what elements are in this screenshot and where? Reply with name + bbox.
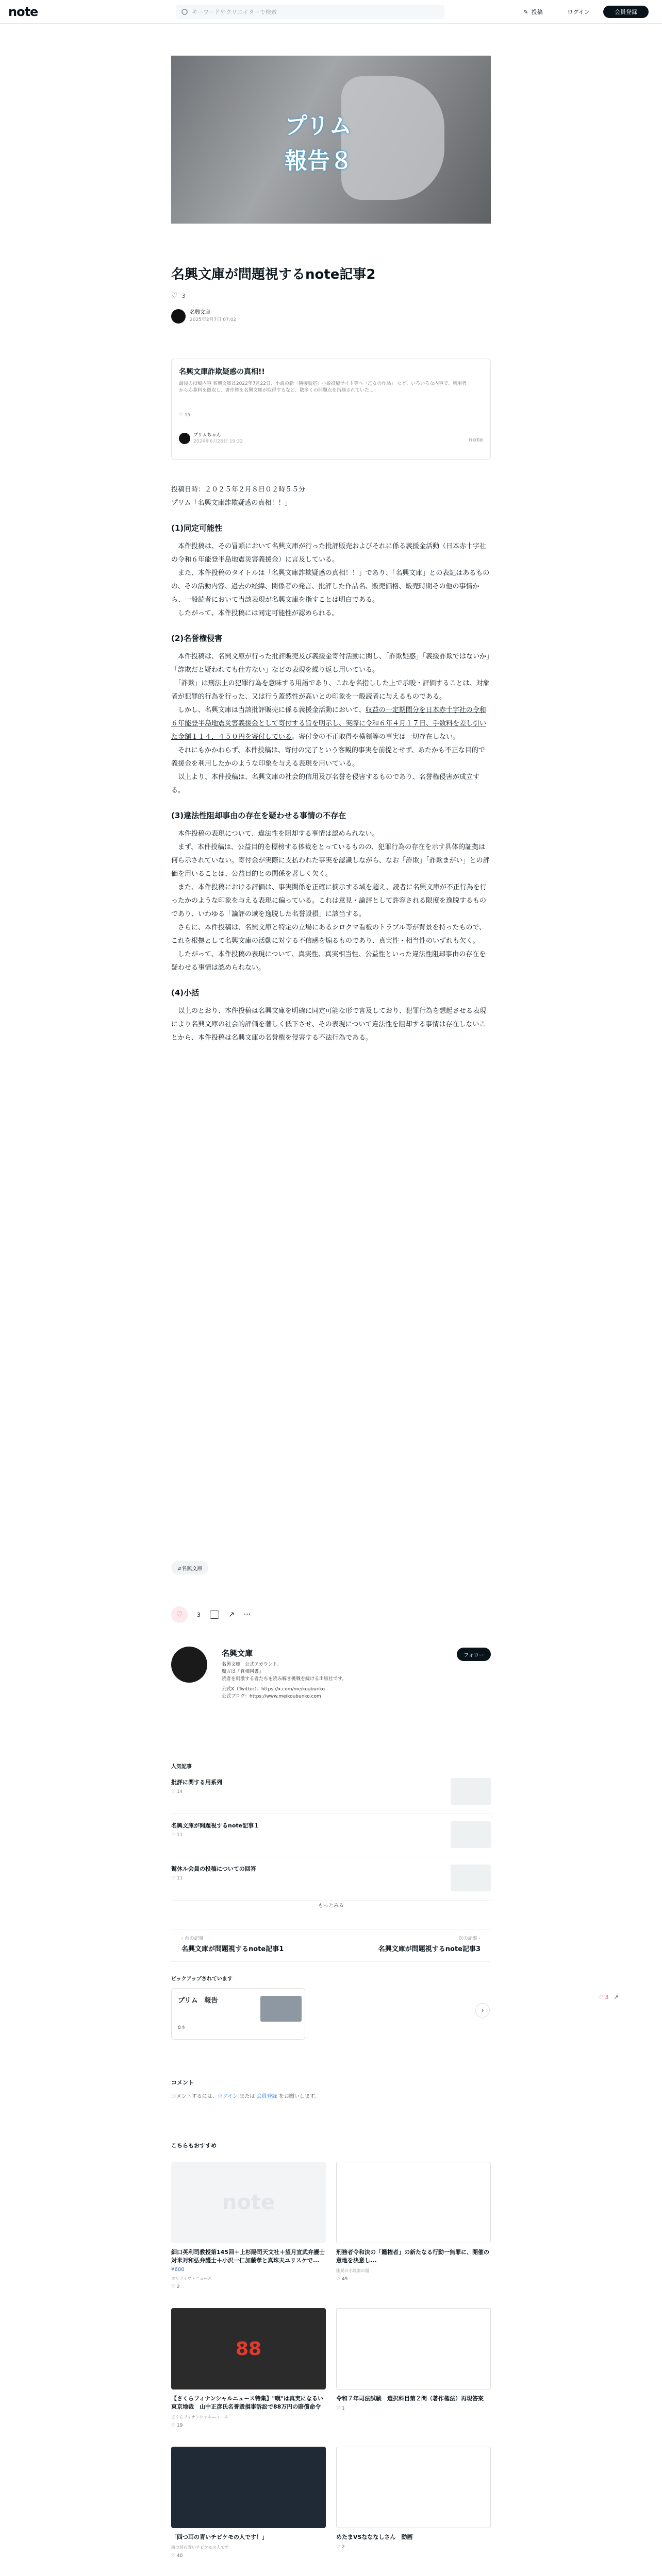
post-button[interactable]: ✎ 投稿	[523, 8, 543, 15]
thumbnail	[451, 1821, 491, 1848]
recommend-card[interactable]: 88 【さくらフィナンシャルニュース特集】"嘆"は真実になるい 東京地裁 山中正彦氏名誉毀損事訴訟で88万円の賠償命令 さくらフィナンシャルニュース ♡ 19	[171, 2308, 326, 2428]
embed-author-name: プリムちゃん	[193, 433, 221, 438]
paragraph: 本件投稿は、名興文庫が行った批評販売及び義援金寄付活動に関し、「詐欺疑惑」「義援詐欺ではないか」「詐欺だと疑われても仕方ない」などの表現を繰り返し用いている。	[171, 653, 490, 674]
card-image	[336, 2447, 491, 2528]
magazine-thumbnail	[260, 1996, 302, 2022]
popular-articles	[171, 1762, 491, 1901]
paragraph: しかし、名興文庫は当該批評販売に係る義援金活動において、収益の一定期間分を日本赤十字社の令和６年能登半島地震災害義援金として寄付する旨を明示し、実際に令和６年４月１７日、手数料を差し引いた金額１１４，４５０円を寄付している。寄付金の不正取得や横領等の事実は一切存在しない。	[171, 706, 487, 741]
section-heading: (2)名誉権侵害	[171, 634, 223, 643]
creator-profile	[171, 1647, 491, 1719]
pencil-icon: ✎	[523, 8, 528, 15]
hashtag-chip[interactable]: #名興文庫	[171, 1561, 208, 1574]
chevron-right-icon[interactable]: ›	[475, 2003, 490, 2018]
note-logo[interactable]: note	[8, 5, 38, 19]
section-heading: (4)小括	[171, 988, 200, 997]
embedded-note-card[interactable]	[171, 359, 491, 460]
embed-likes: ♡ 15	[179, 413, 191, 418]
section-heading: (1)同定可能性	[171, 523, 223, 533]
thumbnail	[451, 1778, 491, 1805]
card-image	[171, 2447, 326, 2528]
search-placeholder: キーワードやクリエイターで検索	[192, 9, 277, 15]
author-name[interactable]: 名興文庫	[190, 310, 210, 315]
paragraph: まず、本件投稿は、公益目的を標榜する体裁をとっているものの、犯罪行為の存在を示す具体的証拠は何ら示されていない。寄付金が実際に支払われた事実を認識しながら、なお「詐欺」「詐欺まがい」との評価を用いることは、公益目的との関係を著しく欠く。	[171, 843, 490, 878]
comment-login-prompt: コメントするには、ログイン または 会員登録 をお願いします。	[171, 2094, 320, 2099]
more-icon[interactable]: ···	[243, 1611, 251, 1619]
share-icon: ↗	[614, 1994, 619, 2001]
list-item[interactable]: 鷲休ル会員の投稿についての回答 ♡ 11	[171, 1865, 491, 1901]
recommend-card[interactable]: 令和７年司法試験 選択科目第２問（著作権法）再現答案 ♡ 1	[336, 2308, 491, 2428]
share-icon[interactable]: ↗	[228, 1611, 235, 1619]
follow-button[interactable]: フォロー	[457, 1648, 491, 1661]
heart-icon: ♡ 3	[598, 1994, 609, 2001]
recommend-grid	[171, 2162, 491, 2576]
paragraph: したがって、本件投稿の表現について、真実性、真実相当性、公益性といった違法性阻却事由の存在を疑わせる事情は認められない。	[171, 951, 486, 972]
search-icon	[181, 9, 188, 15]
creator-name[interactable]: 名興文庫	[222, 1649, 253, 1658]
article-title: 名興文庫が問題視するnote記事2	[171, 267, 376, 282]
like-button[interactable]: ♡	[171, 1606, 188, 1623]
section-heading: (3)違法性阻却事由の存在を疑わせる事情の不存在	[171, 811, 346, 820]
embed-brand: note	[468, 436, 483, 443]
show-more-link[interactable]: もっとみる	[318, 1903, 344, 1909]
paragraph: さらに、本件投稿は、名興文庫と特定の立場にあるシロクマ看板のトラブル等が背景を持ったもので、これを根拠として名興文庫の活動に対する不信感を煽るものであり、真実性・相当性のいずれも欠く。	[171, 924, 486, 945]
hero-title-line1: プリム	[285, 113, 352, 139]
embed-date: 2024年6月26日 19:32	[193, 439, 243, 444]
paragraph: また、本件投稿のタイトルは「名興文庫詐欺疑惑の真相！！」であり、「名興文庫」との表記はあるものの、その活動内容、過去の経緯、関係者の発言、批評した作品名、販売価格、販売時期その他の事情から、一般読者において当該表現が名興文庫を指すことは明白である。	[171, 569, 490, 604]
embed-author	[179, 432, 243, 445]
recommend-card[interactable]: 「四つ耳の青いチビケモの人です！」 四つ耳の青いチビケモの人です ♡ 40	[171, 2447, 326, 2558]
list-item[interactable]: 批評に関する用系列 ♡ 14	[171, 1778, 491, 1814]
paragraph: したがって、本件投稿には同定可能性が認められる。	[171, 609, 339, 617]
chevron-right-icon: ›	[477, 1936, 481, 1941]
pickup-heading: ピックアップされています	[171, 1976, 233, 1982]
hero-title-line2: 報告８	[285, 148, 353, 174]
article-navigation	[171, 1929, 491, 1962]
article-like-row	[171, 292, 491, 300]
login-link[interactable]: ログイン	[217, 2094, 238, 2099]
hero-image	[171, 56, 491, 224]
popular-heading: 人気記事	[171, 1764, 192, 1770]
recommend-card[interactable]: めたまVSなななしさん 動画 ♡ 2	[336, 2447, 491, 2558]
avatar	[179, 433, 190, 444]
paragraph: 以上のとおり、本件投稿は名興文庫を明確に同定可能な形で言及しており、犯罪行為を想起させる表現により名興文庫の社会的評価を著しく低下させ、その表現について違法性を阻却する事情は存在しないことから、本件投稿は名興文庫の名誉権を侵害する不法行為である。	[171, 1007, 487, 1042]
like-count: 3	[181, 292, 186, 299]
creator-bio: 名興文庫 公式アカウント。 魔方は『真相阿書』 読者を刺激する者たちを読み解き挑戦を続ける出版社です。 公式X（Twitter）：https://x.com/meikoubunko 公式ブログ：https://www.meikoubunko.com	[222, 1662, 347, 1699]
paragraph: それにもかかわらず、本件投稿は、寄付の完了という客観的事実を前提とせず、あたかも不正な目的で義援金を利用したかのような印象を与える表現を用いている。	[171, 747, 485, 768]
signup-link[interactable]: 会員登録	[256, 2094, 277, 2099]
paragraph: また、本件投稿における評価は、事実関係を正確に摘示する域を超え、読者に名興文庫が不正行為を行ったかのような印象を与える表現に偏っている。これは意見・論評として許容される限度を逸脱するものであり、いわゆる「論評の域を逸脱した名誉毀損」に該当する。	[171, 884, 487, 918]
paragraph: 本件投稿の表現について、違法性を阻却する事情は認められない。	[171, 830, 379, 838]
quoted-title: プリム「名興文庫詐欺疑惑の真相！！」	[171, 499, 292, 507]
paragraph: 「詐欺」は刑法上の犯罪行為を意味する用語であり、これを名指しした上で示唆・評価することは、対象者が犯罪的行為を行った、又は行う蓋然性が高いとの印象を一般読者に与えるものである。	[171, 680, 490, 701]
card-image	[336, 2162, 491, 2243]
pickup-section	[171, 1974, 491, 2040]
site-header	[0, 0, 662, 24]
comments-heading: コメント	[171, 2079, 194, 2086]
floating-like[interactable]	[598, 1994, 619, 2001]
card-image	[336, 2308, 491, 2389]
post-date: 2025年2月7日 07:02	[190, 317, 237, 323]
underlined-text: 収益の一定期間分を日本赤十字社の令和６年能登半島地震災害義援金として寄付する旨を明示し、実際に令和６年４月１７日、手数料を差し引いた金額１１４，４５０円を寄付している	[171, 706, 487, 741]
article-body	[171, 483, 491, 1045]
chevron-left-icon: ‹	[181, 1936, 185, 1941]
comment-icon[interactable]	[210, 1611, 219, 1619]
next-article-link[interactable]: 次の記事 › 名興文庫が問題視するnote記事3	[378, 1936, 481, 1953]
list-item[interactable]: 名興文庫が問題視するnote記事１ ♡ 11	[171, 1821, 491, 1857]
recommend-card[interactable]: 刑務者令和決の「鑑権者」の新たなる行動一無罪に、開催の意地を決意し... 能見の小説家の面 ♡ 49	[336, 2162, 491, 2290]
thumbnail	[451, 1865, 491, 1891]
article-author[interactable]	[171, 309, 491, 324]
login-button[interactable]: ログイン	[567, 9, 590, 15]
megaphone-image	[341, 76, 444, 200]
avatar[interactable]	[171, 1647, 207, 1683]
card-image: note	[171, 2162, 326, 2243]
recommend-card[interactable]: note 細口英利司教授第145回＋上杉陽司天文社＋望月宣武弁護士対米対和弘弁護士＋小沢一仁加藤孝と真珠夫ユリスケで... ¥600 ホリティヴ・ニュース ♡ 2	[171, 2162, 326, 2290]
heart-icon[interactable]: ♡	[171, 292, 178, 300]
article-actions	[171, 1606, 491, 1623]
magazine-card[interactable]: プリム 報告 8本	[171, 1988, 305, 2040]
search-input[interactable]	[176, 5, 444, 19]
comments-section	[171, 2078, 491, 2099]
like-count: 3	[197, 1611, 201, 1618]
posted-datetime: 投稿日時：２０２５年２月８日０２時５５分	[171, 486, 306, 494]
paragraph: 本件投稿は、その冒頭において名興文庫が行った批評販売およびそれに係る義援金活動（日本赤十字社の令和６年能登半島地震災害義援金）に言及している。	[171, 543, 487, 564]
avatar[interactable]	[171, 309, 186, 324]
card-image: 88	[171, 2308, 326, 2389]
recommend-heading: こちらもおすすめ	[171, 2142, 217, 2149]
prev-article-link[interactable]: ‹ 前の記事 名興文庫が問題視するnote記事1	[181, 1936, 284, 1953]
embed-title: 名興文庫詐欺疑惑の真相!!	[179, 368, 265, 376]
paragraph: 以上より、本件投稿は、名興文庫の社会的信用及び名誉を侵害するものであり、名誉権侵害が成立する。	[171, 773, 480, 794]
signup-button[interactable]: 会員登録	[603, 6, 649, 18]
embed-description: 最後の投稿内容 名興文庫は2022年7月22日、小説の新「隣接動応」小説投稿サイト等へ「乙女の作品」 など、いろいろな内容で、利用者から応募料を徴収し、著作権を名興文庫が取得するなど、数多くの問題点を指摘されていた...	[179, 381, 467, 393]
